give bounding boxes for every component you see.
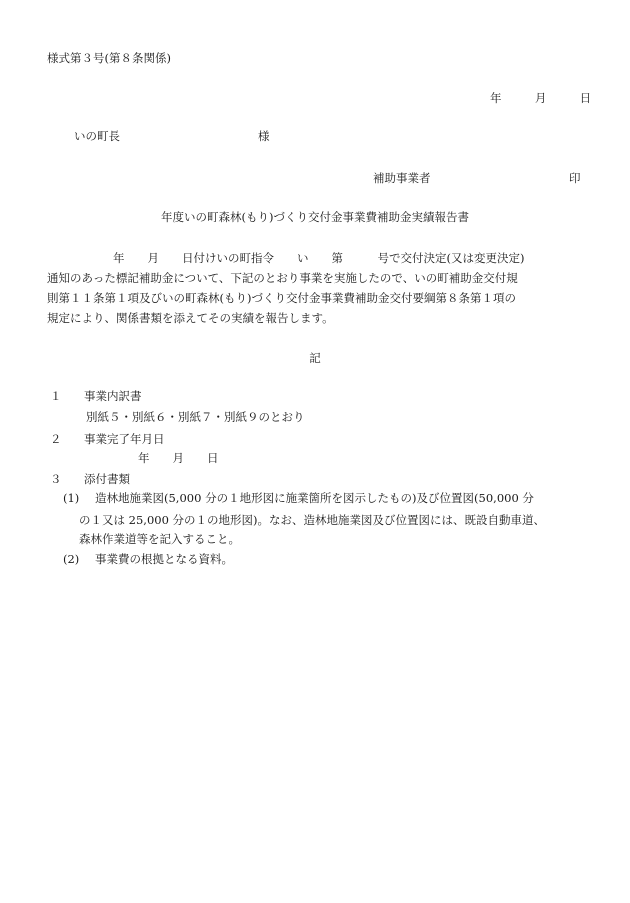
ki-heading: 記 <box>309 351 321 365</box>
item-1 <box>50 388 142 404</box>
item-1-number: １ <box>50 389 62 403</box>
sub-item-2-number: (2) <box>63 552 80 566</box>
seal-mark: 印 <box>569 171 581 185</box>
applicant-label: 補助事業者 <box>373 171 431 185</box>
item-3 <box>50 471 130 487</box>
form-number: 様式第３号(第８条関係) <box>47 51 171 65</box>
item-1-detail: 別紙５・別紙６・別紙７・別紙９のとおり <box>86 410 305 424</box>
date-line <box>490 90 591 106</box>
sub-item-2-text: 事業費の根拠となる資料。 <box>95 552 233 566</box>
addressee-name: いの町長 <box>74 129 120 143</box>
sub-item-1-line-1: 造林地施業図(5,000 分の１地形図に施業箇所を図示したもの)及び位置図(50,000 分 <box>95 491 534 505</box>
item-2-detail: 年 月 日 <box>138 451 219 465</box>
sub-item-1-line-3: 森林作業道等を記入すること。 <box>79 532 240 546</box>
applicant <box>373 170 581 186</box>
body-line-1: 年 月 日付けいの町指令 い 第 号で交付決定(又は変更決定) <box>113 251 525 265</box>
sub-item-1-line-2: の１又は 25,000 分の１の地形図)。なお、造林地施業図及び位置図には、既設自動車道、 <box>79 513 546 527</box>
date-month: 月 <box>534 91 547 105</box>
document-title: 年度いの町森林(もり)づくり交付金事業費補助金実績報告書 <box>161 210 469 224</box>
body-line-2: 通知のあった標記補助金について、下記のとおり事業を実施したので、いの町補助金交付規 <box>47 271 518 285</box>
date-day: 日 <box>579 91 592 105</box>
body-line-3: 則第１１条第１項及びいの町森林(もり)づくり交付金事業費補助金交付要綱第８条第１項の <box>47 291 516 305</box>
body-line-4: 規定により、関係書類を添えてその実績を報告します。 <box>47 311 334 325</box>
item-1-label: 事業内訳書 <box>84 389 142 403</box>
item-3-label: 添付書類 <box>84 472 130 486</box>
sub-item-2 <box>63 551 233 567</box>
sub-item-1 <box>63 490 534 506</box>
addressee <box>74 128 270 144</box>
item-2-number: ２ <box>50 432 62 446</box>
addressee-honorific: 様 <box>258 129 270 143</box>
item-2-label: 事業完了年月日 <box>84 432 165 446</box>
body-paragraph <box>47 248 587 328</box>
sub-item-1-number: (1) <box>63 491 80 505</box>
date-year: 年 <box>490 91 502 105</box>
item-3-number: ３ <box>50 472 62 486</box>
item-2 <box>50 431 165 447</box>
